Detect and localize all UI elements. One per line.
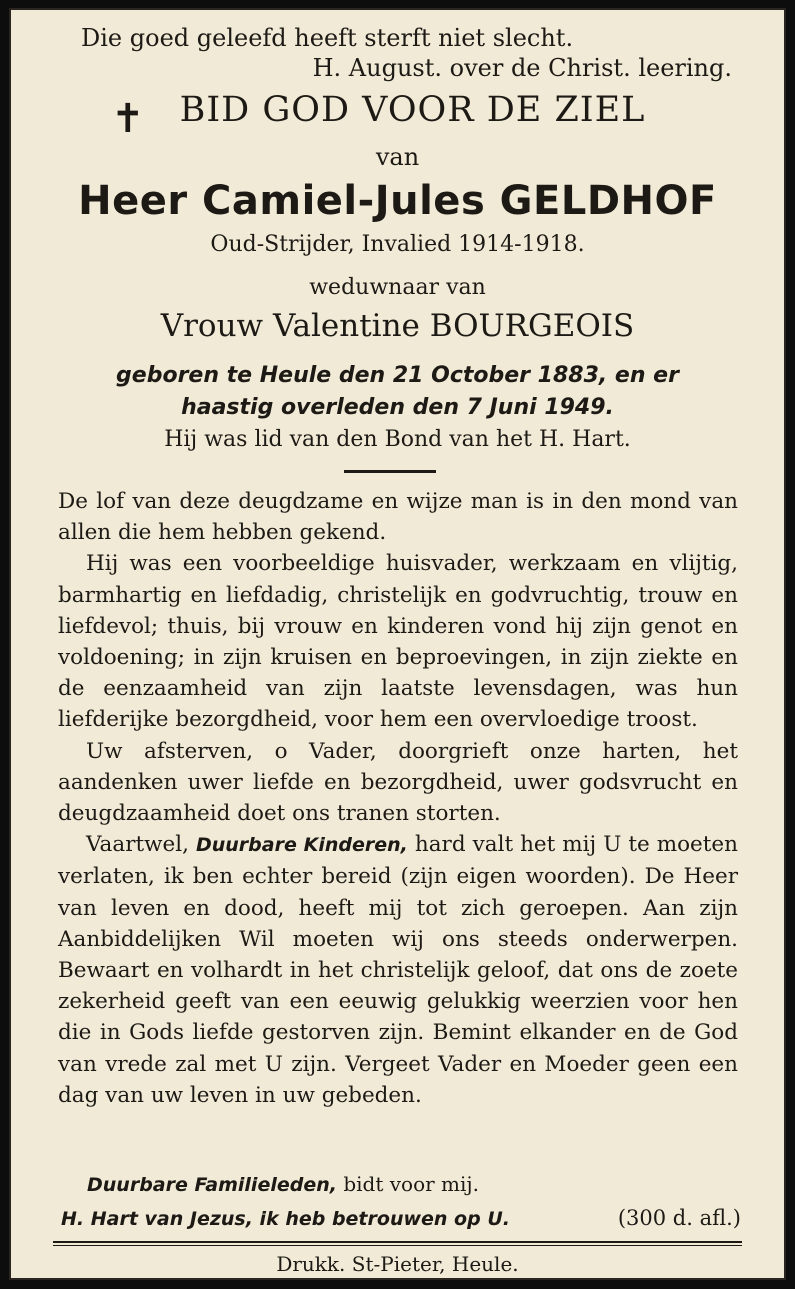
children-address: Duurbare Kinderen, <box>195 834 408 857</box>
eulogy-paragraph: De lof van deze deugdzame en wijze man is in den mond van allen die hem hebben gekend. <box>58 489 738 546</box>
eulogy-paragraph <box>58 829 738 1111</box>
motto-quote: Die goed geleefd heeft sterft niet slecht. <box>81 24 574 52</box>
cross-icon: ✝ <box>111 96 145 142</box>
spouse-name: Vrouw Valentine BOURGEOIS <box>160 308 635 344</box>
deceased-name: Heer Camiel-Jules GELDHOF <box>78 178 717 224</box>
motto-source: H. August. over de Christ. leering. <box>312 54 732 82</box>
birth-line: geboren te Heule den 21 October 1883, en er <box>116 363 679 388</box>
divider <box>344 470 436 473</box>
widower-label: weduwnaar van <box>309 275 486 300</box>
deceased-title: Oud-Strijder, Invalied 1914-1918. <box>210 232 585 257</box>
farewell-text: hard valt het mij U te moeten verlaten, ik ben echter bereid (zijn eigen woorden). De Heer van leven en dood, heeft mij tot zich geroepen. Aan zijn Aanbiddelijken Wil moeten wij ons steeds onderwerpen. Bewaart en volhardt in het christelijk geloof, dat ons de zoete zekerheid geeft van een eeuwig gelukkig weerzien voor hen die in Gods liefde gestorven zijn. Bemint elkander en de God van vrede zal met U zijn. Vergeet Vader en Moeder geen een dag van uw leven in uw gebeden. <box>58 832 738 1108</box>
farewell-start: Vaartwel, <box>86 832 189 858</box>
family-request-text: bidt voor mij. <box>343 1172 479 1196</box>
eulogy-text <box>58 486 738 1111</box>
prayer-heading: BID GOD VOOR DE ZIEL <box>179 90 646 130</box>
memorial-card <box>9 8 786 1280</box>
printer-credit: Drukk. St-Pieter, Heule. <box>276 1252 519 1276</box>
eulogy-paragraph: Hij was een voorbeeldige huisvader, werkzaam en vlijtig, barmhartig en liefdadig, christelijk en godvruchtig, trouw en liefdevol; thuis, bij vrouw en kinderen vond hij zijn genot en voldoening; in zijn kruisen en beproevingen, in zijn ziekte en de eenzaamheid van zijn laatste levensdagen, was hun liefderijke bezorgdheid, voor hem een overvloedige troost. <box>58 551 738 733</box>
membership-line: Hij was lid van den Bond van het H. Hart. <box>164 427 631 452</box>
van-label: van <box>375 143 420 171</box>
indulgence-note: (300 d. afl.) <box>617 1206 741 1230</box>
footer-divider <box>53 1241 742 1243</box>
death-line: haastig overleden den 7 Juni 1949. <box>181 395 614 420</box>
family-address: Duurbare Familieleden, <box>87 1174 337 1196</box>
family-request <box>87 1172 479 1196</box>
footer-divider-thin <box>53 1245 742 1246</box>
closing-prayer-line <box>61 1206 741 1230</box>
closing-prayer: H. Hart van Jezus, ik heb betrouwen op U. <box>61 1208 510 1230</box>
birth-death-info <box>11 360 784 424</box>
eulogy-paragraph: Uw afsterven, o Vader, doorgrieft onze harten, het aandenken uwer liefde en bezorgdheid, uwer godsvrucht en deugdzaamheid doet ons tranen storten. <box>58 738 738 827</box>
